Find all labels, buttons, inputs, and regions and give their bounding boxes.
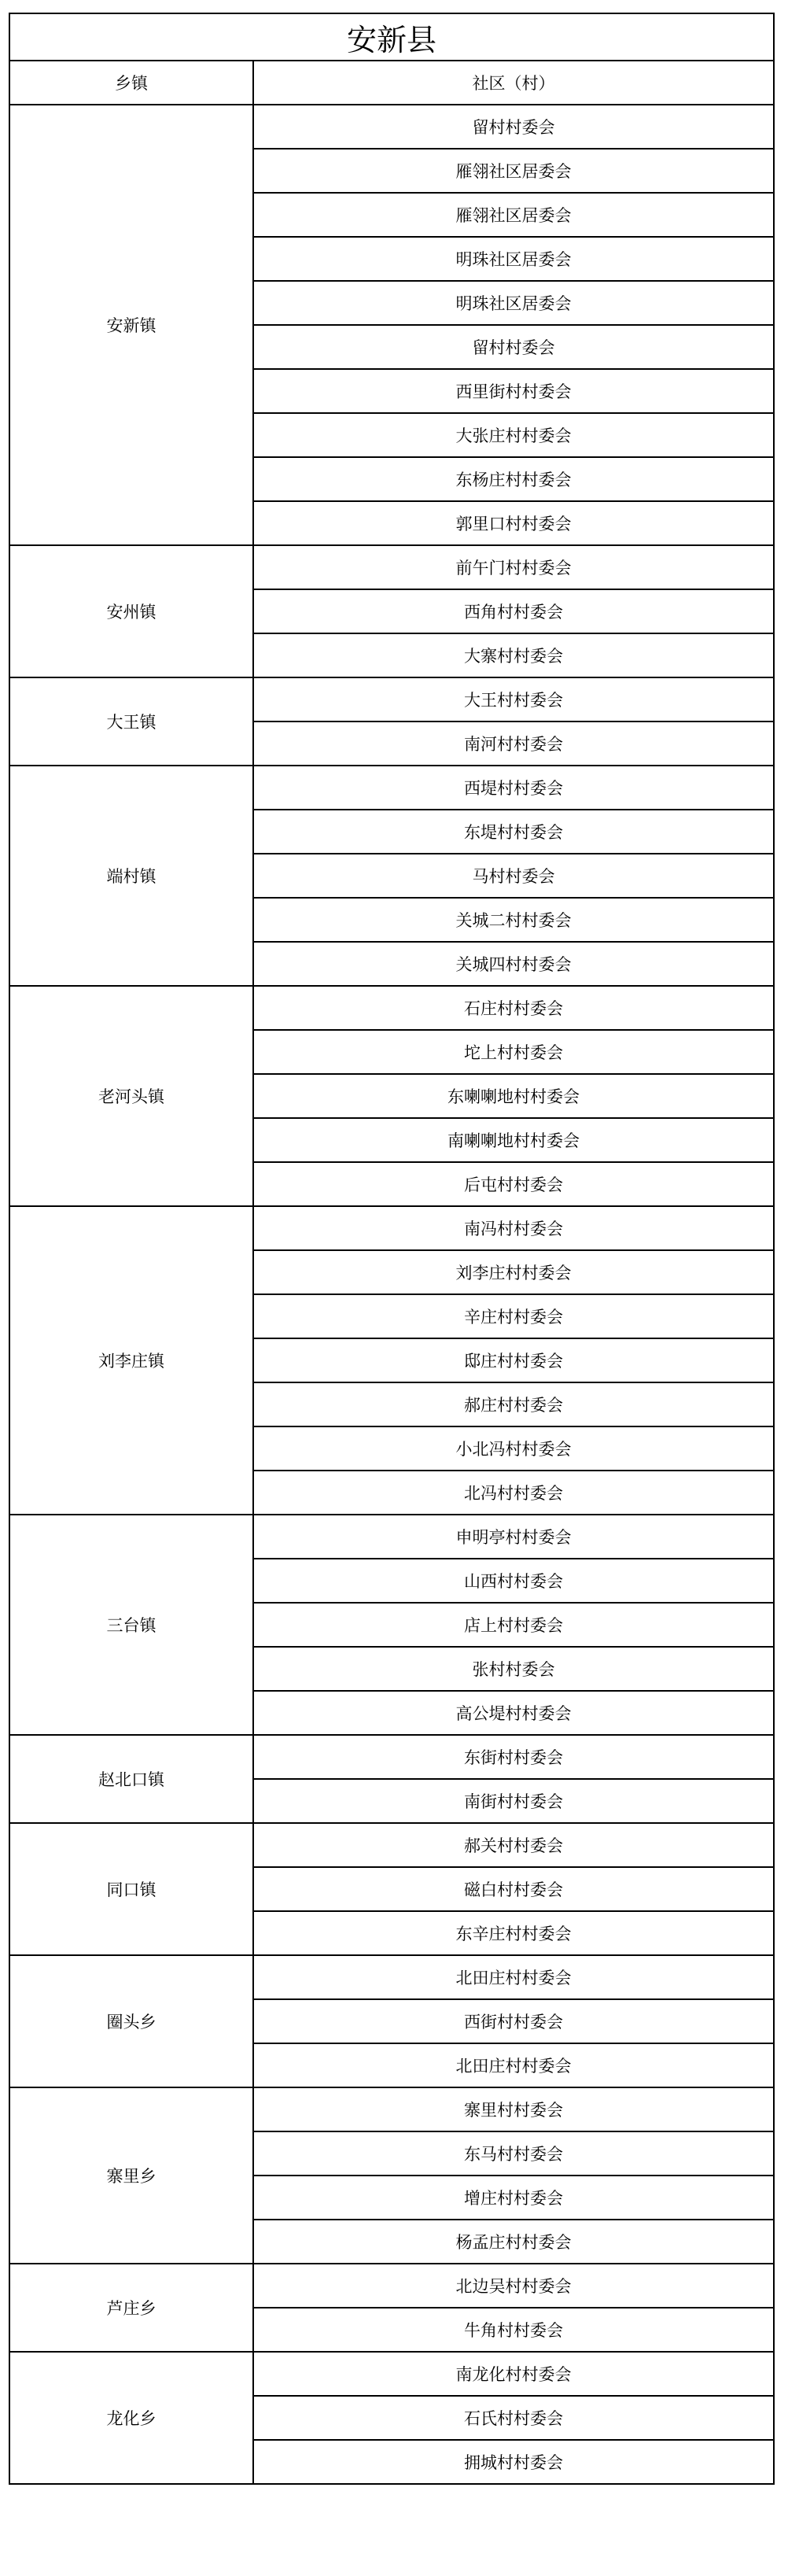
village-cell: 拥城村村委会 — [253, 2440, 774, 2484]
village-cell: 杨孟庄村村委会 — [253, 2220, 774, 2264]
village-cell: 北冯村村委会 — [253, 1471, 774, 1515]
village-cell: 刘李庄村村委会 — [253, 1250, 774, 1294]
village-cell: 郝庄村村委会 — [253, 1382, 774, 1426]
village-cell: 留村村委会 — [253, 325, 774, 369]
table-row — [9, 2264, 774, 2308]
village-cell: 辛庄村村委会 — [253, 1294, 774, 1338]
village-cell: 山西村村委会 — [253, 1559, 774, 1603]
village-cell: 南龙化村村委会 — [253, 2352, 774, 2396]
village-cell: 明珠社区居委会 — [253, 237, 774, 281]
village-cell: 石氏村村委会 — [253, 2396, 774, 2440]
village-cell: 前午门村村委会 — [253, 545, 774, 589]
village-cell: 南冯村村委会 — [253, 1206, 774, 1250]
table-title: 安新县 — [9, 13, 774, 61]
town-cell: 赵北口镇 — [9, 1735, 253, 1823]
town-cell: 老河头镇 — [9, 986, 253, 1206]
column-header-town: 乡镇 — [9, 61, 253, 105]
table-body — [9, 105, 774, 2484]
village-cell: 关城二村村委会 — [253, 898, 774, 942]
table-row — [9, 105, 774, 149]
table-row — [9, 986, 774, 1030]
village-cell: 石庄村村委会 — [253, 986, 774, 1030]
town-cell: 龙化乡 — [9, 2352, 253, 2484]
header-row — [9, 61, 774, 105]
town-cell: 端村镇 — [9, 766, 253, 986]
village-cell: 南河村村委会 — [253, 722, 774, 766]
town-cell: 刘李庄镇 — [9, 1206, 253, 1515]
village-cell: 南街村村委会 — [253, 1779, 774, 1823]
village-cell: 郭里口村村委会 — [253, 501, 774, 545]
village-cell: 东杨庄村村委会 — [253, 457, 774, 501]
village-cell: 增庄村村委会 — [253, 2176, 774, 2220]
village-cell: 雁翎社区居委会 — [253, 193, 774, 237]
village-cell: 北边吴村村委会 — [253, 2264, 774, 2308]
town-cell: 大王镇 — [9, 677, 253, 766]
village-cell: 东堤村村委会 — [253, 810, 774, 854]
table-row — [9, 545, 774, 589]
town-cell: 寨里乡 — [9, 2087, 253, 2264]
village-cell: 邸庄村村委会 — [253, 1338, 774, 1382]
village-cell: 东马村村委会 — [253, 2131, 774, 2176]
town-cell: 安州镇 — [9, 545, 253, 677]
village-cell: 坨上村村委会 — [253, 1030, 774, 1074]
table-row — [9, 1823, 774, 1867]
village-cell: 大王村村委会 — [253, 677, 774, 722]
village-cell: 北田庄村村委会 — [253, 1955, 774, 1999]
village-cell: 后屯村村委会 — [253, 1162, 774, 1206]
table-row — [9, 2087, 774, 2131]
column-header-village: 社区（村） — [253, 61, 774, 105]
table-row — [9, 1515, 774, 1559]
village-cell: 北田庄村村委会 — [253, 2043, 774, 2087]
title-row — [9, 13, 774, 61]
town-cell: 圈头乡 — [9, 1955, 253, 2087]
village-cell: 大寨村村委会 — [253, 633, 774, 677]
table-row — [9, 766, 774, 810]
table-row — [9, 677, 774, 722]
village-cell: 关城四村村委会 — [253, 942, 774, 986]
town-cell: 同口镇 — [9, 1823, 253, 1955]
village-cell: 雁翎社区居委会 — [253, 149, 774, 193]
village-cell: 小北冯村村委会 — [253, 1426, 774, 1471]
village-cell: 张村村委会 — [253, 1647, 774, 1691]
village-cell: 申明亭村村委会 — [253, 1515, 774, 1559]
village-cell: 寨里村村委会 — [253, 2087, 774, 2131]
village-cell: 店上村村委会 — [253, 1603, 774, 1647]
table-row — [9, 1955, 774, 1999]
village-cell: 西堤村村委会 — [253, 766, 774, 810]
village-cell: 西街村村委会 — [253, 1999, 774, 2043]
village-cell: 南喇喇地村村委会 — [253, 1118, 774, 1162]
village-table — [9, 13, 775, 2485]
village-cell: 郝关村村委会 — [253, 1823, 774, 1867]
village-cell: 西角村村委会 — [253, 589, 774, 633]
village-cell: 牛角村村委会 — [253, 2308, 774, 2352]
village-cell: 东喇喇地村村委会 — [253, 1074, 774, 1118]
village-cell: 高公堤村村委会 — [253, 1691, 774, 1735]
town-cell: 芦庄乡 — [9, 2264, 253, 2352]
village-cell: 西里街村村委会 — [253, 369, 774, 413]
village-cell: 东辛庄村村委会 — [253, 1911, 774, 1955]
town-cell: 三台镇 — [9, 1515, 253, 1735]
table-row — [9, 1206, 774, 1250]
village-cell: 东街村村委会 — [253, 1735, 774, 1779]
village-cell: 大张庄村村委会 — [253, 413, 774, 457]
village-cell: 留村村委会 — [253, 105, 774, 149]
village-cell: 马村村委会 — [253, 854, 774, 898]
town-cell: 安新镇 — [9, 105, 253, 545]
village-cell: 明珠社区居委会 — [253, 281, 774, 325]
table-row — [9, 2352, 774, 2396]
table-row — [9, 1735, 774, 1779]
village-cell: 磁白村村委会 — [253, 1867, 774, 1911]
